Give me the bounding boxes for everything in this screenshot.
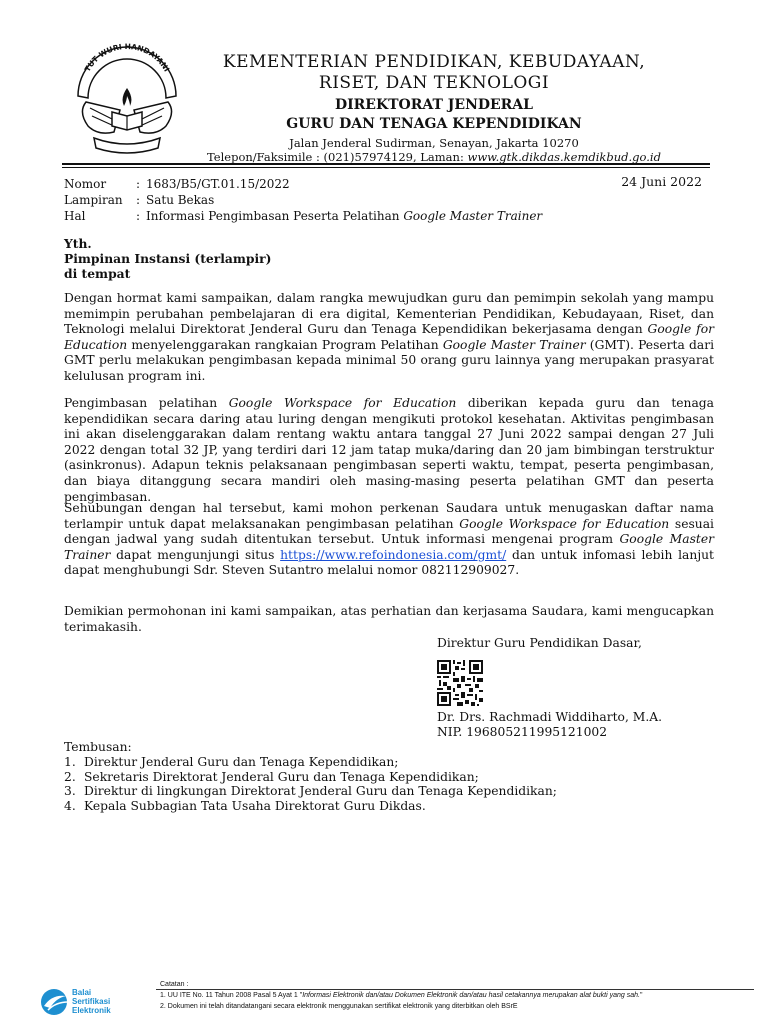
lampiran-separator: : — [136, 193, 141, 207]
list-item-number: 3. — [64, 784, 76, 799]
list-item-text: Kepala Subbagian Tata Usaha Direktorat Guru Dikdas. — [84, 799, 426, 814]
nomor-value: 1683/B5/GT.01.15/2022 — [146, 177, 290, 191]
signatory-name: Dr. Drs. Rachmadi Widdiharto, M.A. — [437, 710, 663, 724]
p1-text-d: Google Master Trainer — [442, 337, 586, 352]
note1-text-b: Informasi Elektronik dan/atau Dokumen Elektronik dan/atau hasil cetakannya merupakan alat bukti yang sah. — [302, 992, 640, 999]
p3-text-d: Google Master Trainer — [64, 532, 714, 562]
directorate-line2: GURU DAN TENAGA KEPENDIDIKAN — [286, 116, 582, 132]
catatan-label: Catatan : — [160, 981, 189, 988]
body-paragraph-4: Demikian permohonan ini kami sampaikan, atas perhatian dan kerjasama Saudara, kami mengucapkan terimakasih. — [64, 604, 714, 634]
hal-value-text: Informasi Pengimbasan Peserta Pelatihan — [146, 209, 404, 223]
footer-note-2: 2. Dokumen ini telah ditandatangani secara elektronik menggunakan sertifikat elektronik yang diterbitkan oleh BSrE — [160, 1003, 518, 1010]
p2-text-a: Pengimbasan pelatihan — [64, 396, 229, 410]
body-paragraph-2 — [64, 396, 714, 505]
tembusan-list — [64, 740, 557, 814]
contact-prefix: Telepon/Faksimile : (021)57974129, Laman: — [207, 149, 468, 164]
nomor-separator: : — [136, 177, 141, 191]
p3-text-f: dan untuk infomasi lebih lanjut dapat menghubungi Sdr. Steven Sutantro melalui nomor 082112909027. — [64, 547, 714, 578]
p3-text-e: dapat mengunjungi situs — [110, 547, 281, 562]
bsre-line2: Sertifikasi — [72, 997, 111, 1006]
directorate-line1: DIREKTORAT JENDERAL — [334, 96, 534, 113]
hal-label: Hal — [64, 209, 86, 223]
footer-note-1 — [160, 990, 642, 1001]
body-paragraph-3 — [64, 501, 714, 579]
p1-text-b: Google for Education — [64, 322, 714, 352]
hal-value — [146, 208, 542, 224]
signatory-nip: NIP. 196805211995121002 — [437, 725, 608, 739]
letter-meta — [64, 176, 542, 224]
nomor-label: Nomor — [64, 177, 107, 191]
list-item — [64, 784, 557, 799]
list-item-number: 4. — [64, 799, 76, 814]
note1-text-c: " — [639, 992, 643, 999]
p2-text-c: diberikan kepada guru dan tenaga kependidikan secara daring atau luring dengan mengikuti protokol kesehatan. Aktivitas pengimbasan ini akan diselenggarakan dalam rentang waktu antara tanggal 27 Juni 2022 sampai dengan 27 Juli 2022 dengan total 32 JP, yang terdiri dari 12 jam tatap muka/daring dan 20 jam bimbingan terstruktur (asinkronus). Adapun teknis pelaksanaan pengimbasan seperti waktu, tempat, peserta pengimbasan, dan biaya ditanggung secara mandiri oleh masing-masing peserta pelatihan GMT dan peserta pengimbasan. — [64, 396, 714, 504]
p1-text-c: menyelenggarakan rangkaian Program Pelatihan — [127, 337, 443, 352]
hal-separator: : — [136, 209, 141, 223]
nomor-row — [64, 176, 542, 192]
ministry-name-line2: RISET, DAN TEKNOLOGI — [318, 73, 550, 94]
lampiran-row — [64, 192, 542, 208]
signatory-title: Direktur Guru Pendidikan Dasar, — [437, 636, 642, 650]
list-item — [64, 799, 557, 814]
p1-text-e: (GMT). Peserta dari GMT perlu melakukan pengimbasan kepada minimal 50 orang guru lainnya yang merupakan prasyarat kelulusan program ini. — [64, 337, 715, 383]
list-item-text: Sekretaris Direktorat Jenderal Guru dan Tenaga Kependidikan; — [84, 769, 479, 784]
note1-text-a: 1. UU ITE No. 11 Tahun 2008 Pasal 5 Ayat 1 " — [160, 992, 303, 999]
letterhead-rule-thin — [62, 167, 710, 168]
gmt-website-link[interactable]: https://www.refoindonesia.com/gmt/ — [280, 547, 507, 562]
tut-wuri-handayani-logo — [64, 40, 190, 160]
office-address: Jalan Jenderal Sudirman, Senayan, Jakarta 10270 — [289, 135, 579, 150]
lampiran-label: Lampiran — [64, 193, 123, 207]
tembusan-label: Tembusan: — [64, 740, 132, 754]
qr-code-icon — [437, 660, 483, 706]
bsre-logo — [38, 984, 148, 1018]
addressee-recipient: Pimpinan Instansi (terlampir) — [64, 251, 272, 266]
list-item — [64, 770, 557, 785]
list-item-number: 1. — [64, 754, 76, 769]
lampiran-value: Satu Bekas — [146, 193, 215, 207]
website-link[interactable]: www.gtk.dikdas.kemdikbud.go.id — [467, 149, 661, 164]
ministry-name-line1: KEMENTERIAN PENDIDIKAN, KEBUDAYAAN, — [222, 52, 646, 72]
hal-value-italic: Google Master Trainer — [403, 209, 543, 223]
letterhead-rule-thick — [62, 163, 710, 165]
footer-notes — [160, 979, 642, 1012]
addressee-salutation: Yth. — [64, 236, 92, 251]
p3-text-a: Sehubungan dengan hal tersebut, kami mohon perkenan Saudara untuk menugaskan daftar nama terlampir untuk dapat melaksanakan pengimbasan pelatihan — [64, 501, 714, 531]
letterhead — [196, 52, 672, 164]
list-item — [64, 755, 557, 770]
p3-text-c: sesuai dengan jadwal yang sudah ditentukan tersebut. Untuk informasi mengenai program — [64, 516, 714, 547]
p1-text-a: Dengan hormat kami sampaikan, dalam rangka mewujudkan guru dan pemimpin sekolah yang mampu memimpin perubahan pembelajaran di era digital, Kementerian Pendidikan, Kebudayaan, Riset, dan Teknologi melalui Direktorat Jenderal Guru dan Tenaga Kependidikan bekerjasama dengan — [64, 291, 714, 337]
hal-row — [64, 208, 542, 224]
bsre-line3: Elektronik — [72, 1006, 111, 1015]
list-item-number: 2. — [64, 769, 76, 784]
list-item-text: Direktur di lingkungan Direktorat Jenderal Guru dan Tenaga Kependidikan; — [84, 784, 557, 799]
body-paragraph-1 — [64, 291, 714, 385]
signatory-block — [437, 710, 662, 740]
letter-date: 24 Juni 2022 — [621, 174, 702, 189]
list-item-text: Direktur Jenderal Guru dan Tenaga Kependidikan; — [84, 754, 399, 769]
svg-text:TUT WURI HANDAYANI: TUT WURI HANDAYANI — [82, 41, 172, 74]
p3-text-b: Google Workspace for Education — [459, 516, 670, 531]
addressee-location: di tempat — [64, 266, 131, 281]
addressee — [64, 236, 271, 281]
bsre-line1: Balai — [72, 988, 92, 997]
p2-text-b: Google Workspace for Education — [228, 396, 457, 410]
